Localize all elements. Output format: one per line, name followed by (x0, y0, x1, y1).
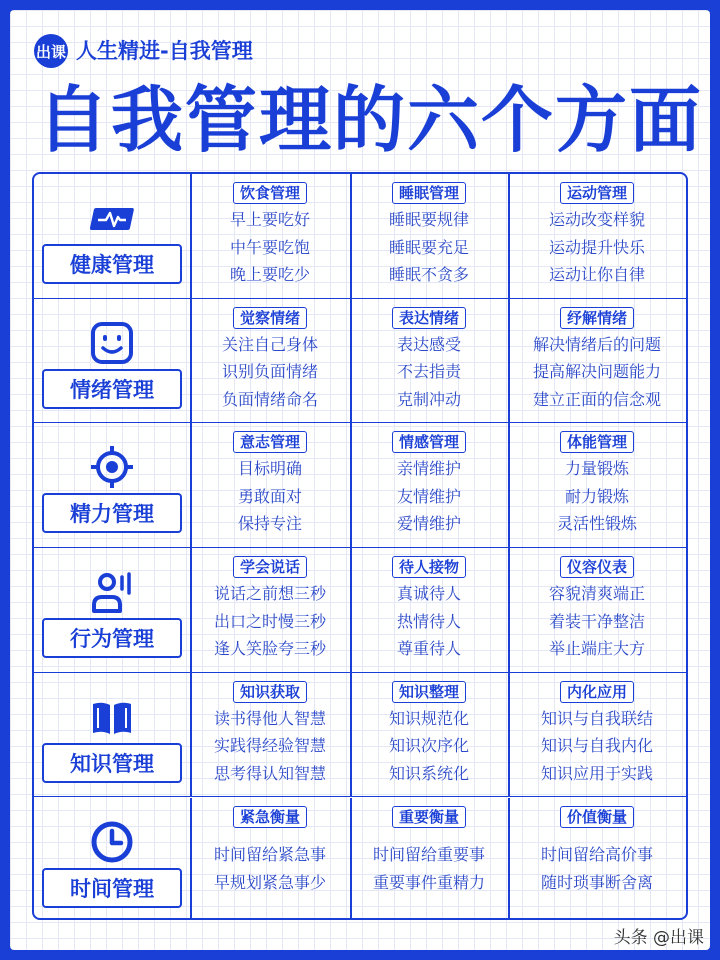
list-item: 知识规范化 (388, 708, 469, 728)
list-item: 知识与自我联结 (540, 708, 653, 728)
subcategory-cell (508, 299, 686, 423)
category-label: 情绪管理 (42, 369, 182, 409)
list-item: 知识应用于实践 (540, 763, 653, 783)
management-table (32, 172, 688, 920)
list-item: 实践得经验智慧 (213, 736, 326, 756)
table-row (34, 423, 686, 548)
table-row (34, 174, 686, 299)
category-cell (34, 673, 190, 797)
watermark: 头条 @出课 (613, 928, 704, 948)
subcategory-title: 饮食管理 (233, 182, 307, 204)
list-item: 出口之时慢三秒 (213, 611, 326, 631)
list-item: 着装干净整洁 (548, 611, 645, 631)
subcategory-title: 内化应用 (560, 681, 634, 703)
list-item: 运动改变样貌 (548, 210, 645, 229)
subcategory-title: 情感管理 (392, 431, 466, 453)
list-item: 真诚待人 (396, 584, 461, 604)
subcategory-cell (508, 423, 686, 547)
list-item: 关注自己身体 (221, 334, 318, 354)
list-item: 爱情维护 (396, 514, 461, 534)
subcategory-title: 待人接物 (392, 556, 466, 578)
table-row (34, 548, 686, 673)
list-item: 晚上要吃少 (229, 265, 310, 284)
list-item: 睡眠要规律 (388, 210, 469, 229)
category-cell (34, 299, 190, 423)
subcategory-cell (190, 299, 350, 423)
list-item: 耐力锻炼 (564, 486, 629, 506)
list-item: 目标明确 (237, 459, 302, 479)
list-item: 勇敢面对 (237, 486, 302, 506)
list-item: 保持专注 (237, 514, 302, 534)
category-cell (34, 423, 190, 547)
target-icon (88, 443, 136, 491)
table-row (34, 673, 686, 798)
list-item: 运动让你自律 (548, 265, 645, 284)
list-item: 知识次序化 (388, 736, 469, 756)
series-title: 人生精进-自我管理 (76, 39, 253, 63)
subcategory-cell (190, 798, 350, 921)
subcategory-cell (508, 798, 686, 921)
category-label: 健康管理 (42, 244, 182, 284)
list-item: 灵活性锻炼 (556, 514, 637, 534)
list-item: 克制冲动 (396, 389, 461, 409)
subcategory-title: 表达情绪 (392, 307, 466, 329)
person-speaking-icon (88, 568, 136, 616)
list-item: 时间留给高价事 (540, 844, 653, 864)
list-item: 重要事件重精力 (372, 872, 485, 892)
list-item: 睡眠不贪多 (388, 265, 469, 284)
table-row (34, 299, 686, 424)
subcategory-cell (508, 174, 686, 298)
list-item: 举止端庄大方 (548, 639, 645, 659)
list-item: 热情待人 (396, 611, 461, 631)
category-label: 精力管理 (42, 493, 182, 533)
category-cell (34, 798, 190, 921)
list-item: 时间留给重要事 (372, 844, 485, 864)
subcategory-cell (350, 423, 508, 547)
subcategory-cell (350, 548, 508, 672)
list-item: 逢人笑脸夸三秒 (213, 639, 326, 659)
list-item: 运动提升快乐 (548, 237, 645, 257)
category-cell (34, 548, 190, 672)
subcategory-title: 睡眠管理 (392, 182, 466, 204)
subcategory-title: 学会说话 (233, 556, 307, 578)
list-item: 说话之前想三秒 (213, 584, 326, 604)
subcategory-cell (350, 299, 508, 423)
list-item: 中午要吃饱 (229, 237, 310, 257)
subcategory-cell (350, 174, 508, 298)
clock-icon (88, 818, 136, 866)
subcategory-cell (190, 673, 350, 797)
subcategory-title: 体能管理 (560, 431, 634, 453)
subcategory-title: 运动管理 (560, 182, 634, 204)
subcategory-title: 知识获取 (233, 681, 307, 703)
list-item: 力量锻炼 (564, 459, 629, 479)
list-item: 思考得认知智慧 (213, 763, 326, 783)
page-title: 自我管理的六个方面 (36, 78, 703, 162)
list-item: 提高解决问题能力 (532, 362, 661, 382)
list-item: 早上要吃好 (229, 210, 310, 229)
brand-logo: 出课 (34, 34, 68, 68)
subcategory-title: 紧急衡量 (233, 806, 307, 828)
list-item: 时间留给紧急事 (213, 844, 326, 864)
list-item: 睡眠要充足 (388, 237, 469, 257)
subcategory-cell (350, 798, 508, 921)
list-item: 随时琐事断舍离 (540, 872, 653, 892)
list-item: 早规划紧急事少 (213, 872, 326, 892)
list-item: 尊重待人 (396, 639, 461, 659)
category-cell (34, 174, 190, 298)
subcategory-cell (190, 548, 350, 672)
list-item: 不去指责 (396, 362, 461, 382)
subcategory-cell (508, 673, 686, 797)
smiley-face-icon (88, 319, 136, 367)
table-row (34, 798, 686, 921)
list-item: 识别负面情绪 (221, 362, 318, 382)
category-label: 时间管理 (42, 868, 182, 908)
list-item: 容貌清爽端正 (548, 584, 645, 604)
heartbeat-icon (88, 194, 136, 242)
subcategory-title: 意志管理 (233, 431, 307, 453)
list-item: 负面情绪命名 (221, 389, 318, 409)
list-item: 亲情维护 (396, 459, 461, 479)
subcategory-cell (190, 174, 350, 298)
list-item: 友情维护 (396, 486, 461, 506)
list-item: 知识系统化 (388, 763, 469, 783)
subcategory-title: 仪容仪表 (560, 556, 634, 578)
open-book-icon (88, 693, 136, 741)
category-label: 行为管理 (42, 618, 182, 658)
subcategory-cell (350, 673, 508, 797)
list-item: 建立正面的信念观 (532, 389, 661, 409)
subcategory-title: 觉察情绪 (233, 307, 307, 329)
subcategory-title: 知识整理 (392, 681, 466, 703)
subcategory-title: 价值衡量 (560, 806, 634, 828)
subcategory-cell (508, 548, 686, 672)
subcategory-title: 纾解情绪 (560, 307, 634, 329)
subcategory-cell (190, 423, 350, 547)
list-item: 知识与自我内化 (540, 736, 653, 756)
list-item: 解决情绪后的问题 (532, 334, 661, 354)
list-item: 读书得他人智慧 (213, 708, 326, 728)
list-item: 表达感受 (396, 334, 461, 354)
subcategory-title: 重要衡量 (392, 806, 466, 828)
category-label: 知识管理 (42, 743, 182, 783)
